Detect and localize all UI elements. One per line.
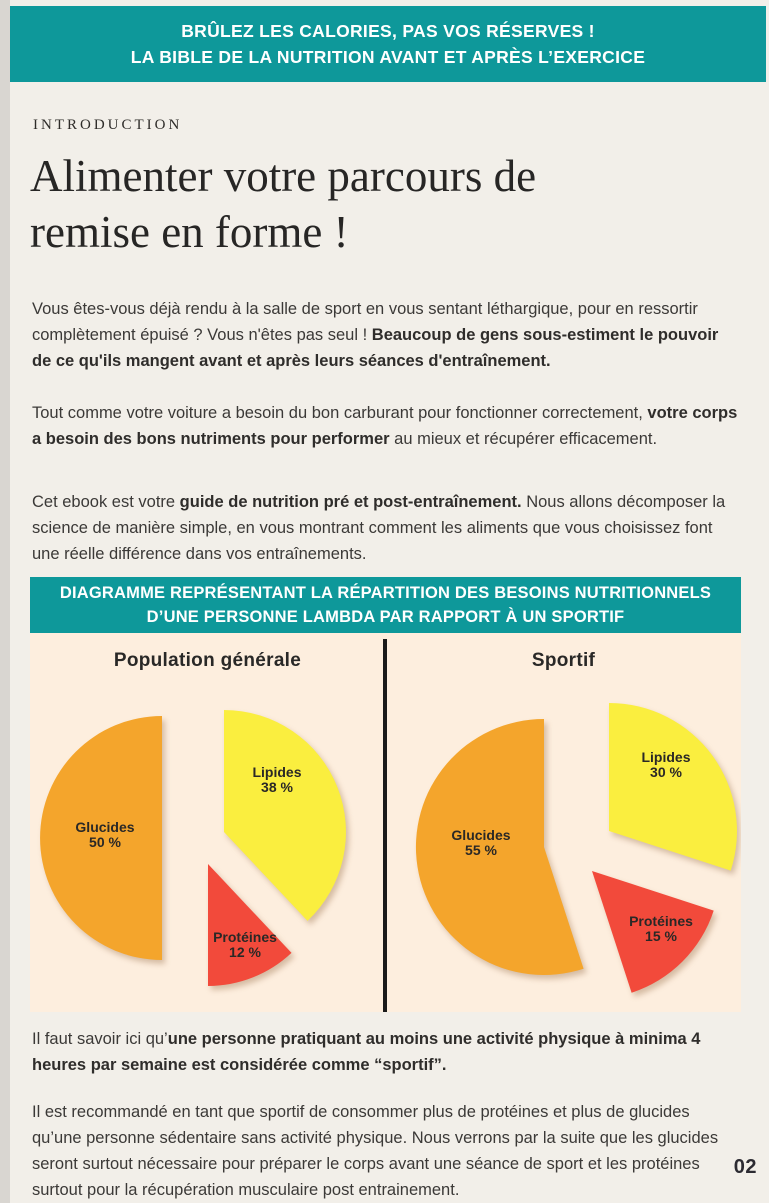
- pie-slice-label: 15 %: [645, 928, 677, 944]
- nutrition-pie-diagram: [30, 633, 741, 1012]
- pie-slice-label: 12 %: [229, 944, 261, 960]
- pie-chart-title-general: Population générale: [113, 650, 302, 671]
- pie-slice-label: Glucides: [451, 827, 511, 843]
- page-title-line2: remise en forme !: [30, 207, 349, 257]
- pie-chart-title-sportif: Sportif: [531, 650, 596, 671]
- page-title-line1: Alimenter votre parcours de: [30, 151, 537, 201]
- header-banner-line1: BRÛLEZ LES CALORIES, PAS VOS RÉSERVES !: [181, 21, 595, 41]
- pie-slice-label: 38 %: [261, 779, 293, 795]
- pie-slice-label: 50 %: [89, 834, 121, 850]
- header-banner-line2: LA BIBLE DE LA NUTRITION AVANT ET APRÈS L’EXERCICE: [130, 47, 646, 67]
- page-edge-strip: [0, 0, 10, 1203]
- pie-slice-label: Protéines: [213, 929, 277, 945]
- paragraph-recommendation: Il est recommandé en tant que sportif de consommer plus de protéines et plus de glucides qu’une personne sédentaire sans activité physique. Nous verrons par la suite que les glucides seront surtout nécessaire pour préparer le corps avant une séance de sport et les protéines surtout pour la récupération musculaire post entrainement.: [32, 1103, 719, 1199]
- pie-slice-label: Glucides: [75, 819, 135, 835]
- paragraph-sportif-definition: Il faut savoir ici qu’une personne pratiquant au moins une activité physique à minima 4 heures par semaine est considérée comme “sportif”.: [32, 1030, 701, 1074]
- pie-slice-glucides: [416, 719, 584, 975]
- pie-slice-label: Lipides: [252, 764, 302, 780]
- header-banner: [10, 6, 766, 82]
- diagram-title-line1: DIAGRAMME REPRÉSENTANT LA RÉPARTITION DES BESOINS NUTRITIONNELS: [59, 584, 712, 602]
- paragraph-intro-2: Tout comme votre voiture a besoin du bon carburant pour fonctionner correctement, votre corps a besoin des bons nutriments pour performer au mieux et récupérer efficacement.: [32, 404, 738, 448]
- pie-chart-sportif: [385, 633, 741, 1012]
- diagram-title-banner: [30, 577, 741, 633]
- paragraph-intro-3: Cet ebook est votre guide de nutrition pré et post-entraînement. Nous allons décomposer la science de manière simple, en vous montrant comment les aliments que vous choisissez font une réelle différence dans vos entraînements.: [32, 493, 726, 563]
- section-kicker: INTRODUCTION: [33, 117, 183, 133]
- pie-slice-lipides: [609, 703, 737, 871]
- page-title: [30, 148, 750, 260]
- pie-chart-general: [30, 633, 386, 1012]
- diagram-title-line2: D’UNE PERSONNE LAMBDA PAR RAPPORT À UN SPORTIF: [146, 608, 625, 626]
- page-number: 02: [733, 1156, 757, 1178]
- pie-slice-label: Lipides: [641, 749, 691, 765]
- paragraph-intro-1: Vous êtes-vous déjà rendu à la salle de sport en vous sentant léthargique, pour en ressortir complètement épuisé ? Vous n'êtes pas seul ! Beaucoup de gens sous-estiment le pouvoir de ce qu'ils mangent avant et après leurs séances d'entraînement.: [32, 300, 719, 370]
- pie-slice-label: 55 %: [465, 842, 497, 858]
- pie-slice-label: 30 %: [650, 764, 682, 780]
- pie-slice-lipides: [224, 710, 346, 921]
- pie-slice-label: Protéines: [629, 913, 693, 929]
